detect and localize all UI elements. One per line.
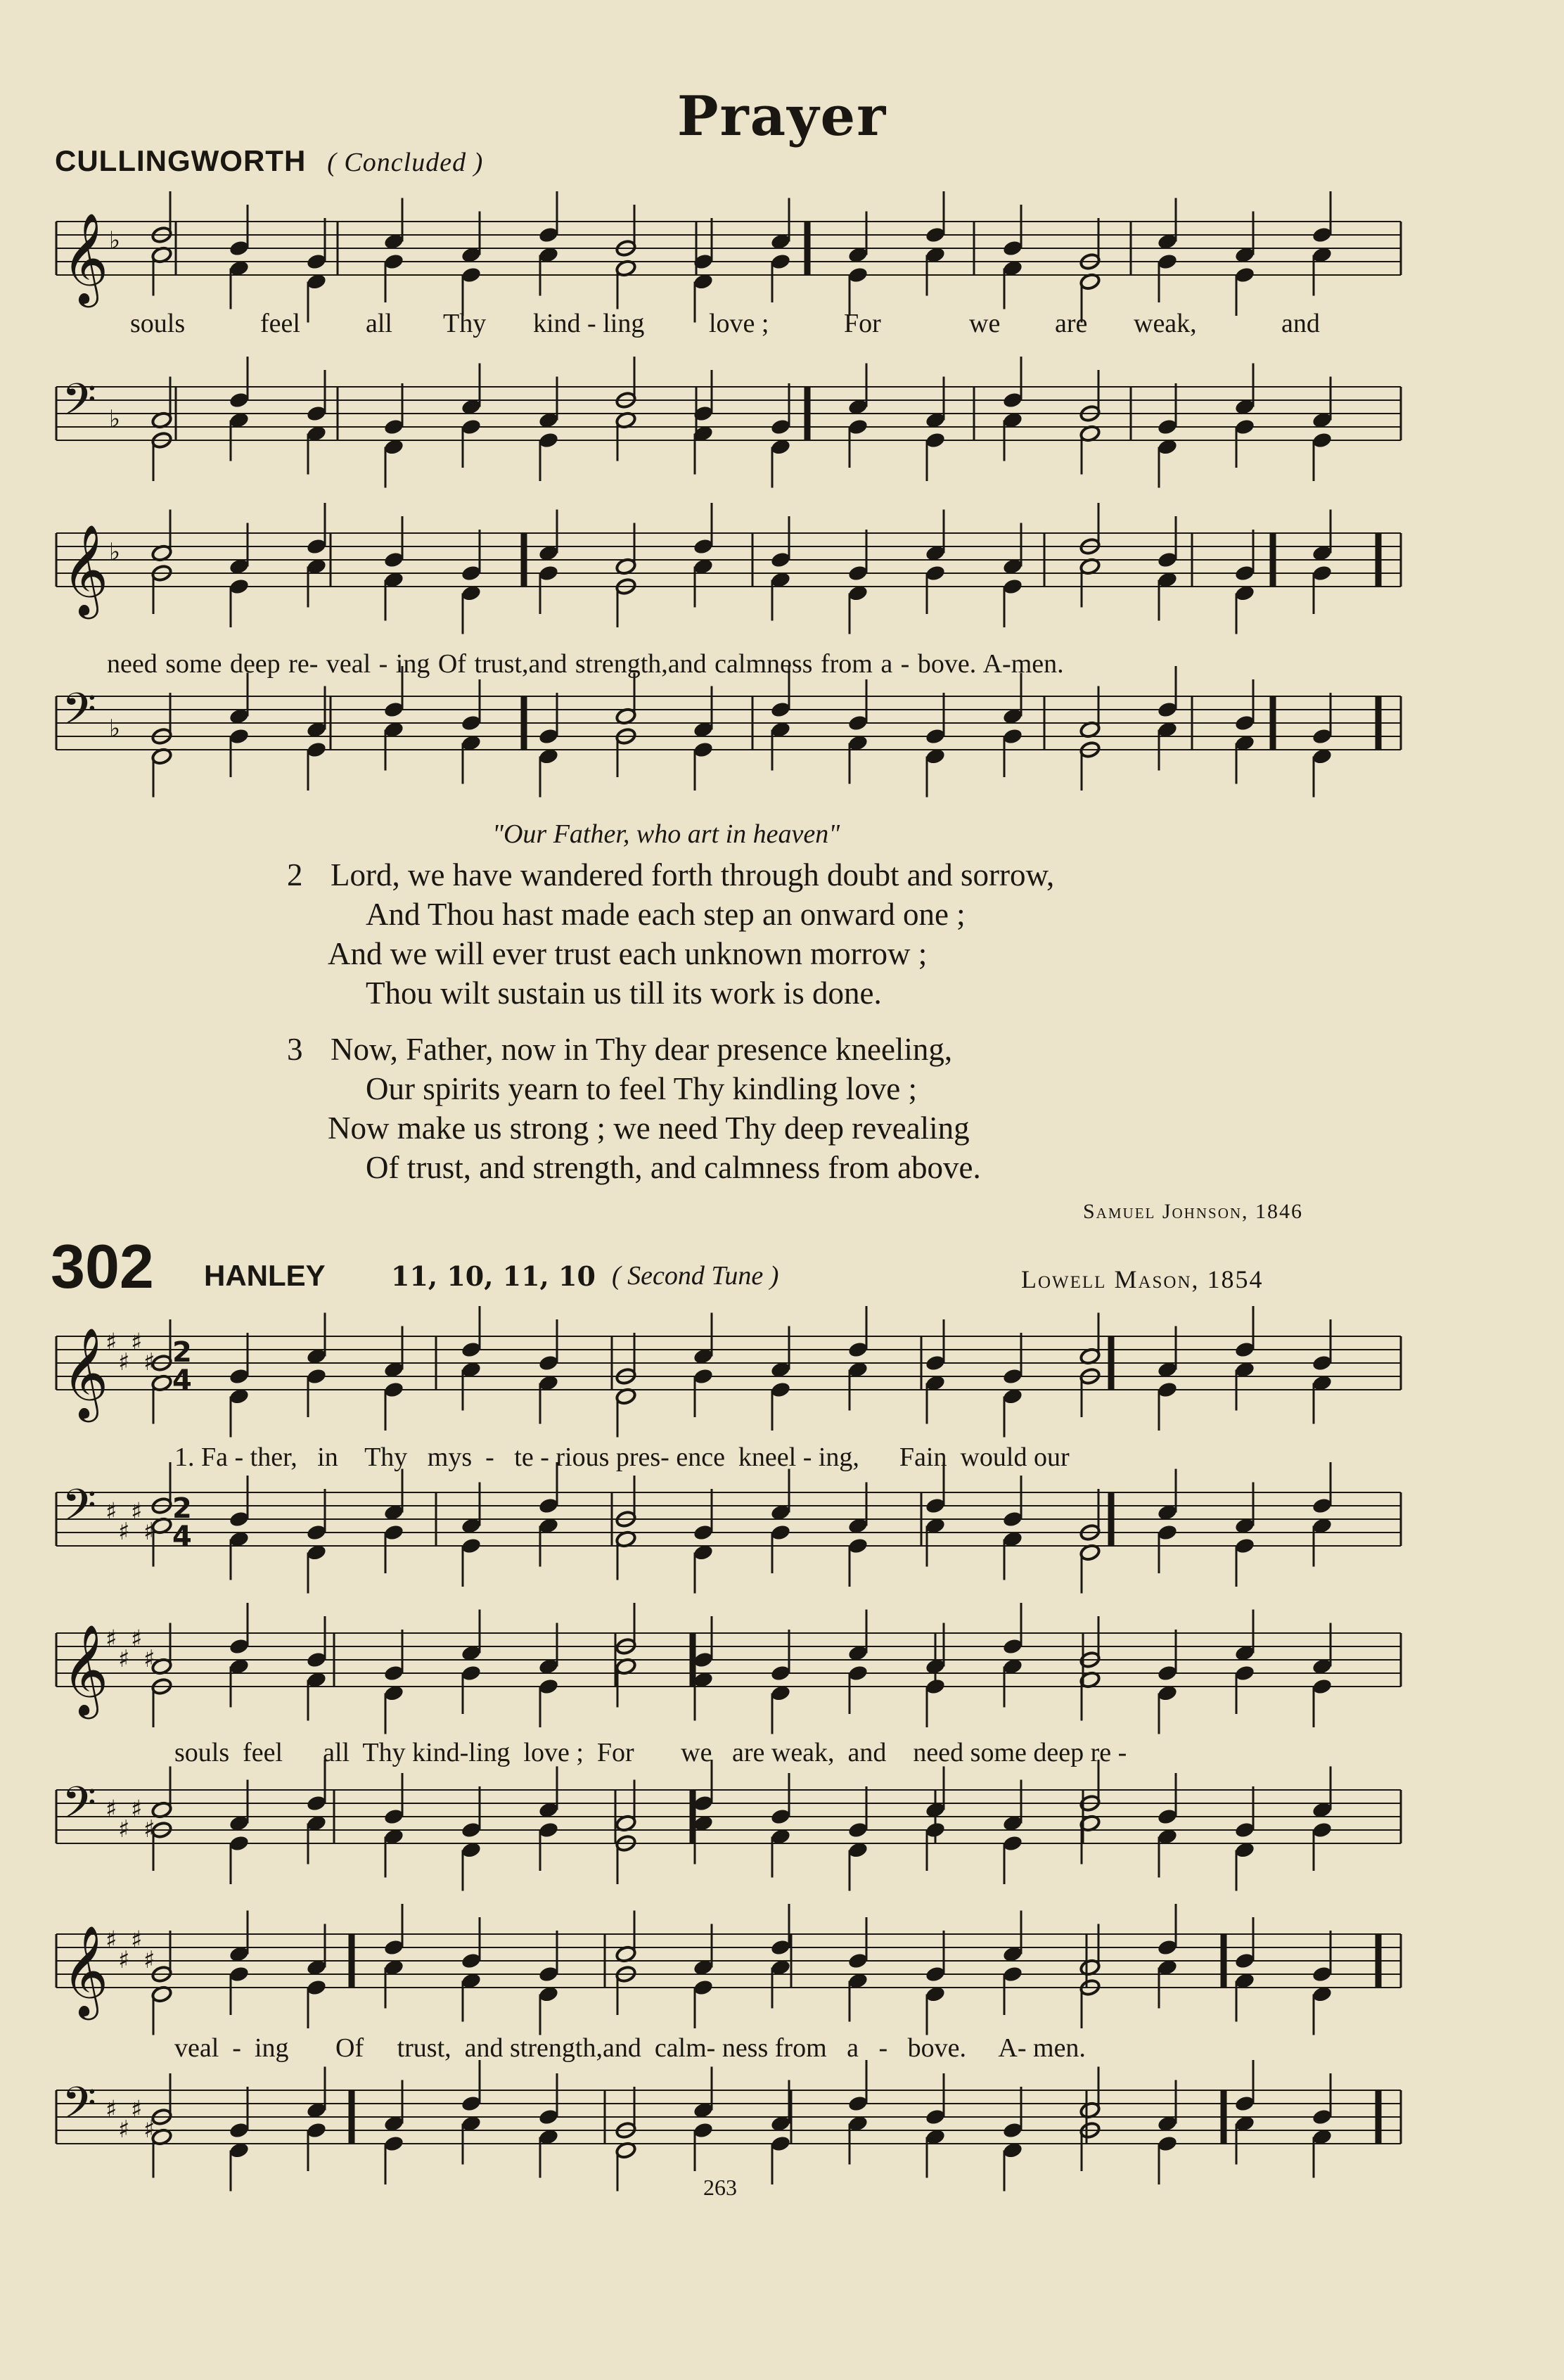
- bass-clef: 𝄢: [62, 373, 96, 436]
- sharp-sign: ♯: [105, 1926, 117, 1954]
- time-signature-bottom: 4: [172, 1521, 192, 1553]
- lyrics-cullingworth-line2: need some deep re- veal - ing Of trust,and strength,and calmness from a - bove. A-men.: [107, 649, 1064, 679]
- lyric-word: souls: [130, 309, 186, 338]
- lyrics-hanley-line2: souls feel all Thy kind-ling love ; For we are weak, and need some deep re -: [174, 1738, 1127, 1767]
- sharp-sign: ♯: [143, 1348, 155, 1376]
- time-signature-top: 2: [172, 1492, 192, 1525]
- treble-clef: 𝄞: [62, 1925, 109, 2016]
- sharp-sign: ♯: [131, 2095, 143, 2124]
- verse-line: Thou wilt sustain us till its work is done.: [366, 975, 882, 1011]
- treble-clef: 𝄞: [62, 212, 109, 304]
- bass-clef: 𝄢: [62, 683, 96, 746]
- time-signature-bottom: 4: [172, 1364, 192, 1397]
- lyric-word: and: [1281, 309, 1320, 338]
- sharp-sign: ♯: [118, 1946, 130, 1974]
- treble-clef: 𝄞: [62, 1624, 109, 1715]
- sharp-sign: ♯: [131, 1795, 143, 1824]
- sharp-sign: ♯: [143, 2116, 155, 2144]
- verse-line: Of trust, and strength, and calmness from above.: [366, 1150, 981, 1185]
- lyric-word: are: [1055, 309, 1088, 338]
- verse-line: Now make us strong ; we need Thy deep revealing: [328, 1111, 970, 1146]
- treble-clef: 𝄞: [62, 524, 109, 615]
- sharp-sign: ♯: [118, 1518, 130, 1546]
- lyrics-hanley-line1: 1. Fa - ther, in Thy mys - te - rious pres- ence kneel - ing, Fain would our: [174, 1442, 1070, 1472]
- tune-name-hanley: HANLEY: [204, 1259, 326, 1292]
- flat-sign: ♭: [109, 538, 121, 566]
- flat-sign: ♭: [109, 405, 121, 433]
- bass-clef: 𝄢: [62, 2077, 96, 2139]
- composer-credit: Lowell Mason, 1854: [1021, 1265, 1264, 1293]
- verse-line: And Thou hast made each step an onward one ;: [366, 897, 966, 932]
- bass-clef: 𝄢: [62, 1479, 96, 1542]
- sharp-sign: ♯: [105, 1625, 117, 1653]
- page-title: Prayer: [677, 84, 887, 148]
- verse-number: 2: [287, 857, 303, 892]
- lyrics-hanley-line3: veal - ing Of trust, and strength,and calm- ness from a - bove. A- men.: [174, 2033, 1086, 2063]
- page-number: 263: [703, 2175, 737, 2200]
- sharp-sign: ♯: [105, 1795, 117, 1824]
- flat-sign: ♭: [109, 715, 121, 743]
- tune-name: CULLINGWORTH: [55, 144, 307, 177]
- lyric-word: we: [969, 309, 1001, 338]
- tune-meter: 11, 10, 11, 10: [391, 1260, 596, 1292]
- lyric-word: Thy: [443, 309, 487, 338]
- verse-line: Our spirits yearn to feel Thy kindling love ;: [366, 1071, 918, 1106]
- hymn-number: 302: [51, 1231, 154, 1301]
- verse-line: Lord, we have wandered forth through doubt and sorrow,: [331, 857, 1055, 892]
- sharp-sign: ♯: [118, 2116, 130, 2144]
- sharp-sign: ♯: [105, 1328, 117, 1357]
- sharp-sign: ♯: [118, 1645, 130, 1673]
- verse-caption: "Our Father, who art in heaven": [492, 819, 840, 849]
- lyric-word: For: [844, 309, 881, 338]
- lyric-word: all: [366, 309, 392, 338]
- sharp-sign: ♯: [131, 1926, 143, 1954]
- flat-sign: ♭: [109, 226, 121, 255]
- lyric-word: love ;: [709, 309, 769, 338]
- verse-line: And we will ever trust each unknown morrow ;: [328, 936, 928, 971]
- sharp-sign: ♯: [131, 1497, 143, 1526]
- sharp-sign: ♯: [143, 1815, 155, 1843]
- time-signature-top: 2: [172, 1336, 192, 1369]
- sharp-sign: ♯: [118, 1815, 130, 1843]
- author-credit: Samuel Johnson, 1846: [1083, 1200, 1304, 1223]
- sharp-sign: ♯: [131, 1625, 143, 1653]
- verse-number: 3: [287, 1032, 303, 1067]
- lyric-word: weak,: [1134, 309, 1197, 338]
- sharp-sign: ♯: [131, 1328, 143, 1357]
- bass-clef: 𝄢: [62, 1777, 96, 1839]
- lyric-word: kind - ling: [533, 309, 645, 338]
- verse-line: Now, Father, now in Thy dear presence kneeling,: [331, 1032, 953, 1067]
- tune-note: ( Concluded ): [327, 148, 484, 177]
- tune-note-second: ( Second Tune ): [612, 1261, 779, 1291]
- sharp-sign: ♯: [143, 1946, 155, 1974]
- lyric-word: feel: [260, 309, 300, 338]
- sharp-sign: ♯: [118, 1348, 130, 1376]
- treble-clef: 𝄞: [62, 1327, 109, 1419]
- sharp-sign: ♯: [105, 1497, 117, 1526]
- sharp-sign: ♯: [143, 1518, 155, 1546]
- sharp-sign: ♯: [143, 1645, 155, 1673]
- sharp-sign: ♯: [105, 2095, 117, 2124]
